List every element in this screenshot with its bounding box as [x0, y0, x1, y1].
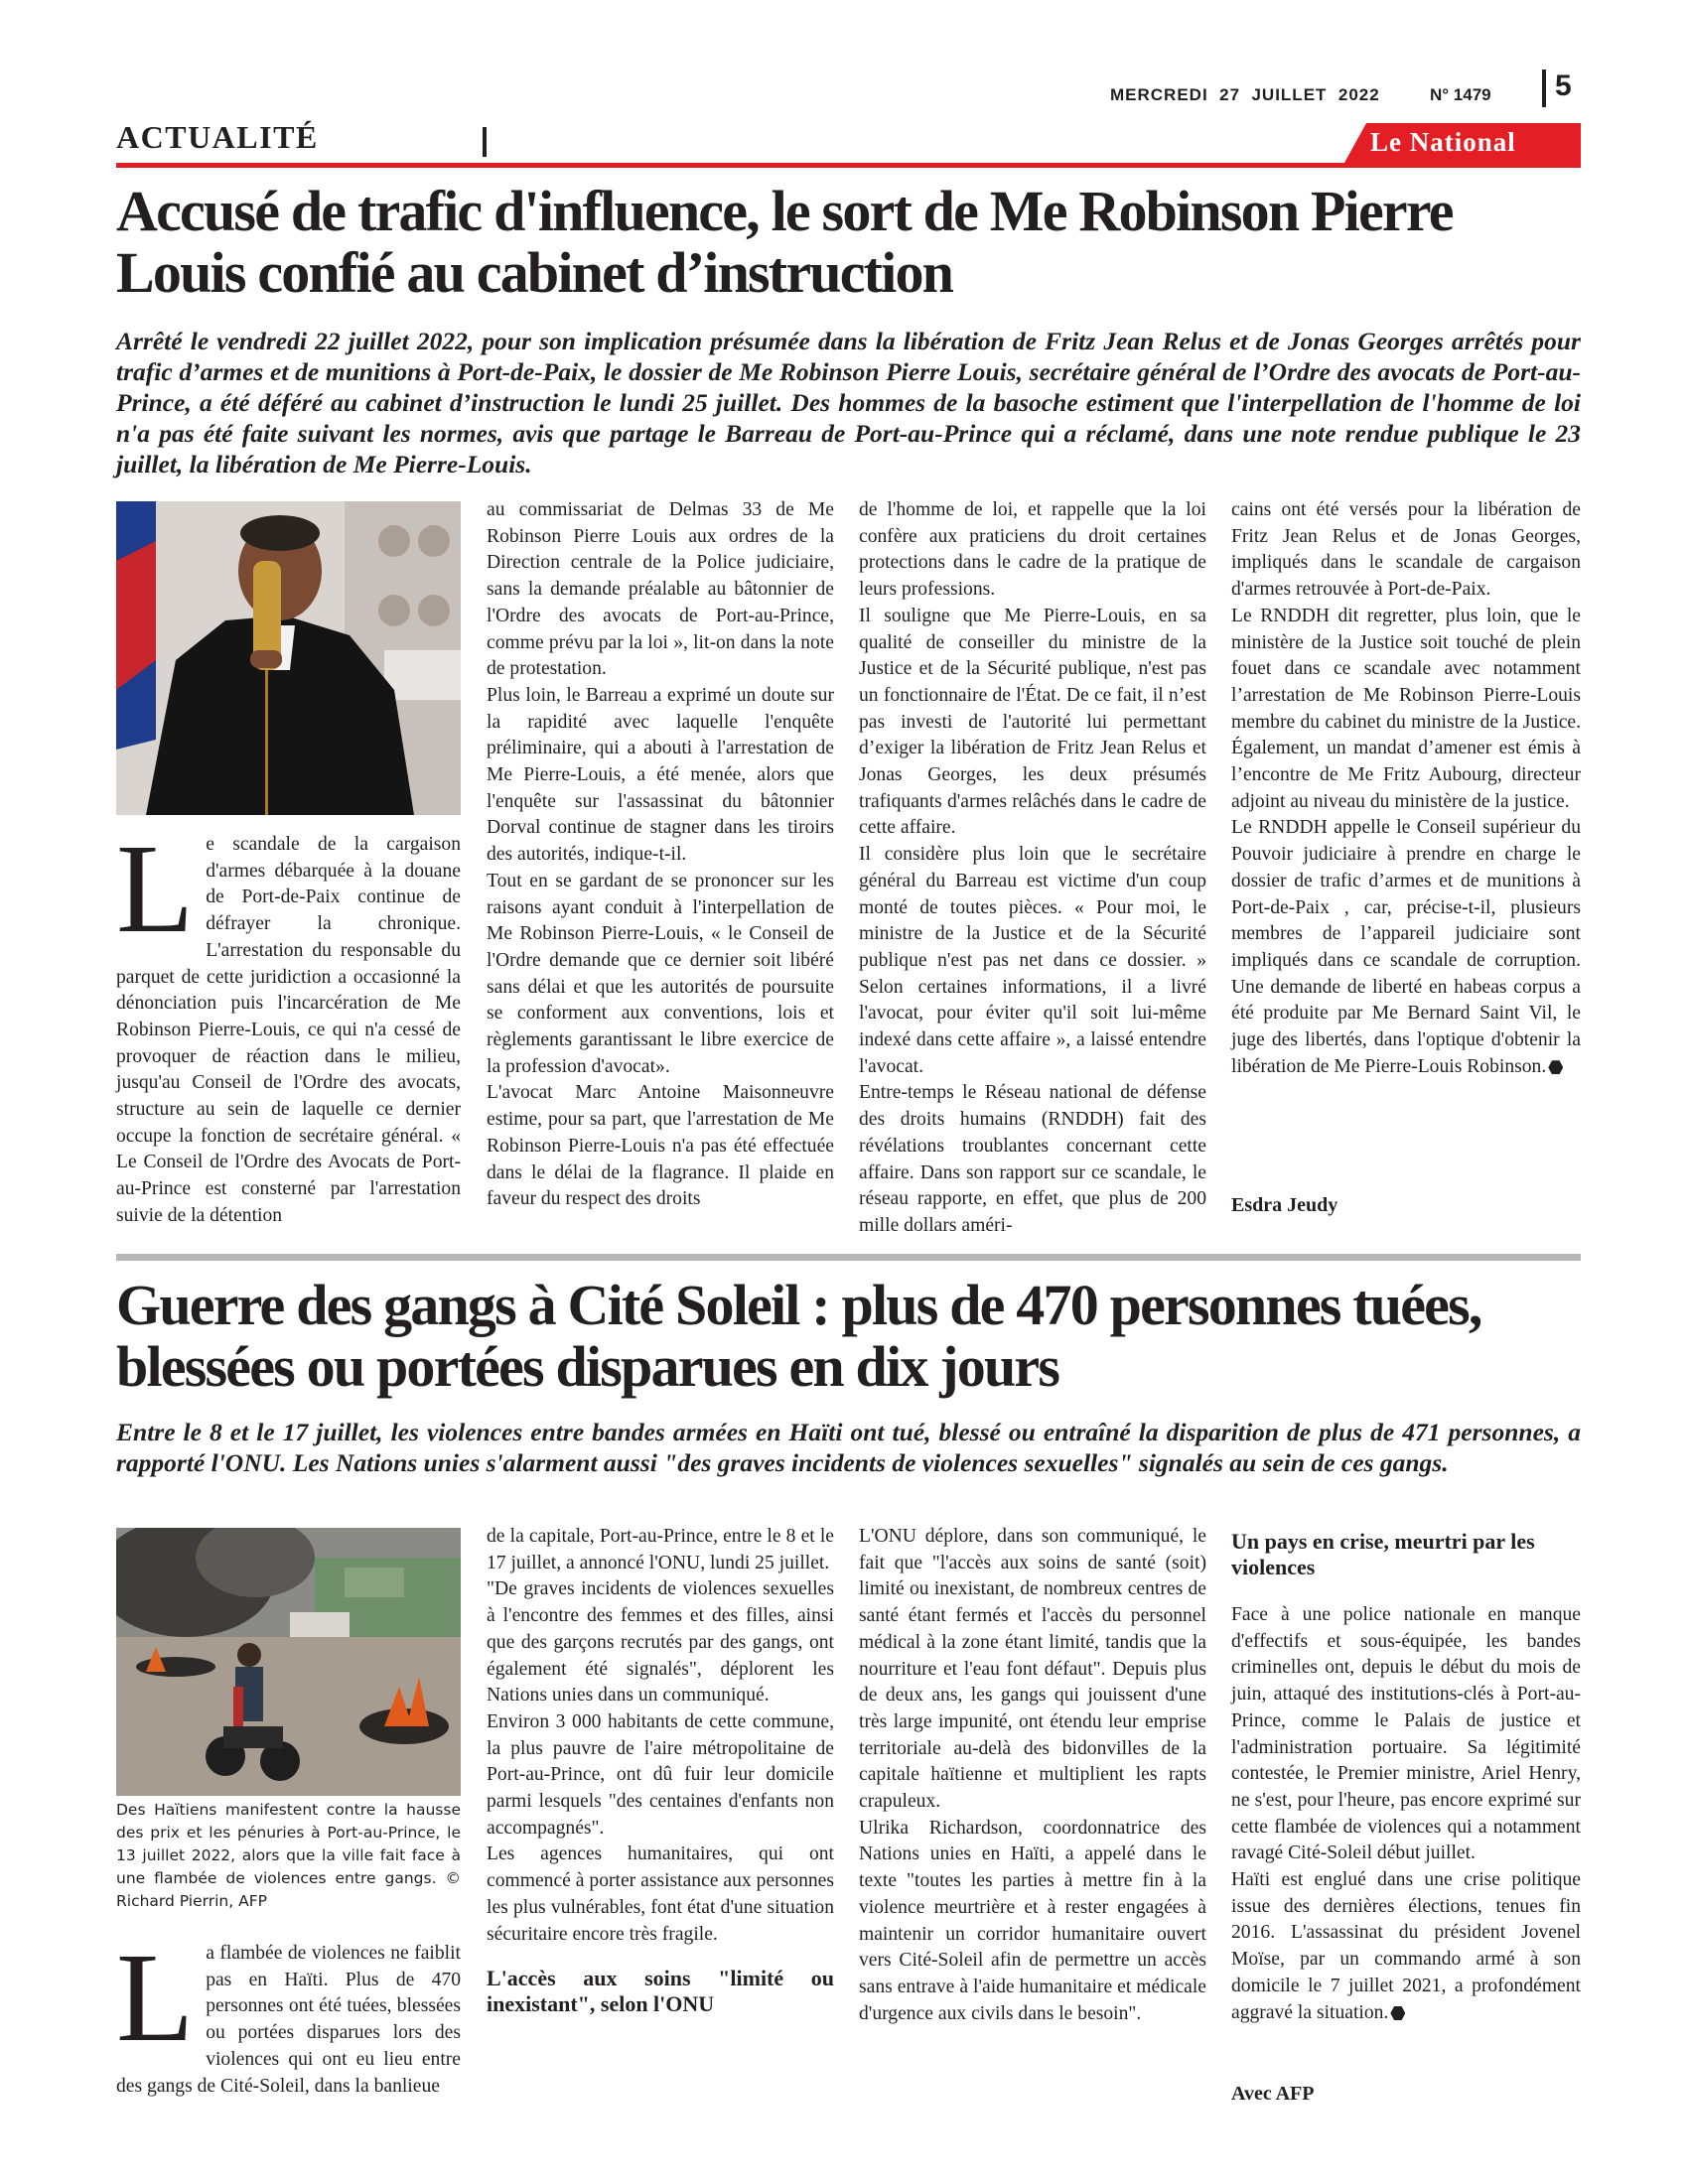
page-number-divider — [1542, 69, 1546, 107]
newspaper-logo: Le National — [1370, 127, 1516, 157]
paragraph: Le RNDDH dit regretter, plus loin, que le ministère de la Justice soit touché de plein fouet dans ce scandale avec notamment l’arrestation de Me Robinson Pierre-Louis membre du cabinet du ministre de la Justice. Également, un mandat d’amener est émis à l’encontre de Me Fritz Aubourg, directeur adjoint au niveau du ministère de la justice. — [1231, 605, 1581, 812]
article1-column-1 — [116, 818, 461, 1230]
article-separator — [116, 1254, 1581, 1261]
paragraph-text: Haïti est englué dans une crise politique issue des dernières élections, tenues fin 2016. L'assassinat du président Jovenel Moïse, par un commando armé à son domicile le 7 juillet 2021, a profondément aggravé la situation. — [1231, 1869, 1581, 2023]
paragraph: Entre-temps le Réseau national de défense des droits humains (RNDDH) fait des révélations troublantes concernant cette affaire. Dans son rapport sur ce scandale, le réseau rapporte, en effet, que plus de 200 mille dollars améri- — [859, 1082, 1206, 1236]
paragraph: Les agences humanitaires, qui ont commencé à porter assistance aux personnes les plus vulnérables, font état d'une situation sécuritaire encore très fragile. — [487, 1843, 834, 1945]
paragraph: "De graves incidents de violences sexuelles à l'encontre des femmes et des filles, ainsi que des garçons recrutés par des gangs, ont également été signalés", déplorent les Nations unies dans un communiqué. — [487, 1578, 834, 1706]
article1-column-4 — [1231, 497, 1581, 1080]
article2-column-2 — [487, 1524, 834, 2017]
paragraph: Il considère plus loin que le secrétaire général du Barreau est victime d'un coup monté de toutes pièces. « Pour moi, le ministre de la Justice et de la Sécurité publique n'est pas net dans ce dossier. » Selon certaines informations, il a livré l'avocat, pour éviter qu'il soit lui-même indexé dans cette affaire », a laissé entendre l'avocat. — [859, 844, 1206, 1077]
paragraph: L'avocat Marc Antoine Maisonneuvre estime, pour sa part, que l'arrestation de Me Robinson Pierre-Louis n'a pas été effectuée dans le délai de la flagrance. Il plaide en faveur du respect des droits — [487, 1082, 834, 1210]
lawyer-photo — [116, 501, 461, 815]
paragraph: de la capitale, Port-au-Prince, entre le 8 et le 17 juillet, a annoncé l'ONU, lundi 25 juillet. — [487, 1526, 834, 1573]
article2-subhead-access: L'accès aux soins "limité ou inexistant", selon l'ONU — [487, 1966, 834, 2017]
paragraph: L'ONU déplore, dans son communiqué, le fait que "l'accès aux soins de santé (soit) limité ou inexistant, de nombreux centres de santé étant fermés et l'accès du personnel médical à la zone étant limité, tandis que la nourriture et l'eau font défaut". Depuis plus de deux ans, les gangs qui jouissent d'une très large impunité, ont étendu leur emprise territoriale au-delà des bidonvilles de la capitale haïtienne et multiplient les rapts crapuleux. — [859, 1526, 1206, 1813]
paragraph: Il souligne que Me Pierre-Louis, en sa qualité de conseiller du ministre de la Justice et de la Sécurité publique, n'est pas un fonctionnaire de l'État. De ce fait, il n’est pas investi de l'autorité lui permettant d’exiger la libération de Fritz Jean Relus et Jonas Georges, les deux présumés trafiquants d'armes relâchés dans le cadre de cette affaire. — [859, 605, 1206, 839]
issue-number: N° 1479 — [1430, 85, 1491, 104]
article2-subhead-crisis: Un pays en crise, meurtri par les violences — [1231, 1529, 1535, 1579]
section-title: ACTUALITÉ — [116, 119, 319, 155]
end-of-article-icon — [1548, 1060, 1563, 1074]
article2-column-1-text: a flambée de violences ne faiblit pas en Haïti. Plus de 470 personnes ont été tuées, blessées ou portées disparues lors des violences qui ont eu lieu entre des gangs de Cité-Soleil, dans la banlieue — [116, 1943, 461, 2097]
paragraph: Tout en se gardant de se prononcer sur les raisons ayant conduit à l'interpellation de Me Robinson Pierre-Louis, « le Conseil de l'Ordre demande que ce dernier soit libéré sans délai et que les autorités de poursuite se conforment aux conventions, lois et règlements garantissant le libre exercice de la profession d'avocat». — [487, 870, 834, 1077]
street-protest-photo — [116, 1528, 461, 1796]
paragraph: de l'homme de loi, et rappelle que la loi confère aux praticiens du droit certaines protections dans le cadre de la pratique de leurs professions. — [859, 499, 1206, 601]
article2-author: Avec AFP — [1231, 2083, 1315, 2105]
article1-column-2 — [487, 497, 834, 1213]
end-of-article-icon — [1390, 2006, 1405, 2020]
article2-column-1 — [116, 1927, 461, 2100]
article1-dropcap: L — [116, 818, 195, 959]
paragraph: Environ 3 000 habitants de cette commune, la plus pauvre de l'aire métropolitaine de Port-au-Prince, ont dû fuir leur domicile parmi lesquels "des centaines d'enfants non accompagnés". — [487, 1710, 834, 1839]
paragraph: au commissariat de Delmas 33 de Me Robinson Pierre Louis aux ordres de la Direction centrale de la Police judiciaire, sans la demande préalable au bâtonnier de l'Ordre des avocats de Port-au-Prince, comme prévu par la loi », lit-on dans la note de protestation. — [487, 499, 834, 680]
paragraph — [1231, 1867, 1581, 2026]
article1-author: Esdra Jeudy — [1231, 1194, 1338, 1216]
issue-date: MERCREDI 27 JUILLET 2022 — [1110, 85, 1380, 104]
paragraph-text: Le RNDDH appelle le Conseil supérieur du Pouvoir judiciaire à prendre en charge le dossier de trafic d’armes et de munitions à Port-de-Paix , car, précise-t-il, plusieurs membres de l’appareil judiciaire sont impliqués dans ce scandale de corruption. Une demande de liberté en habeas corpus a été produite par Me Bernard Saint Vil, le juge des libertés, dans l'optique d'obtenir la libération de Me Pierre-Louis Robinson. — [1231, 817, 1581, 1077]
article2-column-3 — [859, 1524, 1206, 2027]
article1-headline: Accusé de trafic d'influence, le sort de Me Robinson Pierre Louis confié au cabinet d’instruction — [116, 179, 1453, 305]
article2-column-4 — [1231, 1529, 1581, 2026]
paragraph: Plus loin, le Barreau a exprimé un doute sur la rapidité avec laquelle l'enquête préliminaire, qui a abouti à l'arrestation de Me Pierre-Louis, a été menée, alors que l'enquête sur l'assassinat du bâtonnier Dorval continue de stagner dans les tiroirs des autorités, indique-t-il. — [487, 684, 834, 866]
paragraph: Face à une police nationale en manque d'effectifs et sous-équipée, les bandes criminelles ont, depuis le début du mois de juin, attaqué des institutions-clés à Port-au-Prince, comme le Palais de justice et l'administration portuaire. Sa légitimité contestée, le Premier ministre, Ariel Henry, ne s'est, pour l'heure, pas encore exprimé sur cette flambée de violences qui a notamment ravagé Cité-Soleil début juillet. — [1231, 1604, 1581, 1864]
article1-column-3 — [859, 497, 1206, 1240]
paragraph — [1231, 815, 1581, 1080]
paragraph: Ulrika Richardson, coordonnatrice des Nations unies en Haïti, a appelé dans le texte "toutes les parties à mettre fin à la violence meurtrière et à rester engagées à maintenir un corridor humanitaire ouvert vers Cité-Soleil afin de permettre un accès sans entrave à l'aide humanitaire et médicale d'urgence aux civils dans le besoin". — [859, 1817, 1206, 2024]
article1-column-1-text: e scandale de la cargaison d'armes débarquée à la douane de Port-de-Paix continue de défrayer la chronique. L'arrestation du responsable du parquet de cette juridiction a occasionné la dénonciation puis l'incarcération de Me Robinson Pierre-Louis, ce qui n'a cessé de provoquer de réaction dans le milieu, jusqu'au Conseil de l'Ordre des avocats, structure au sein de laquelle ce dernier occupe la fonction de secrétaire général. « Le Conseil de l'Ordre des Avocats de Port-au-Prince est consterné par l'arrestation suivie de la détention — [116, 834, 461, 1226]
photo-caption: Des Haïtiens manifestent contre la hausse des prix et les pénuries à Port-au-Prince, le 13 juillet 2022, alors que la ville fait face à une flambée de violences entre gangs. © Richard Pierrin, AFP — [116, 1801, 461, 1910]
paragraph: cains ont été versés pour la libération de Fritz Jean Relus et de Jonas Georges, impliqués dans le scandale de cargaison d'armes retrouvée à Port-de-Paix. — [1231, 499, 1581, 601]
article2-headline: Guerre des gangs à Cité Soleil : plus de 470 personnes tuées, blessées ou portées disparues en dix jours — [116, 1273, 1481, 1399]
article1-lead: Arrêté le vendredi 22 juillet 2022, pour son implication présumée dans la libération de Fritz Jean Relus et de Jonas Georges arrêtés pour trafic d’armes et de munitions à Port-de-Paix, le dossier de Me Robinson Pierre Louis, secrétaire général de l’Ordre des avocats de Port-au-Prince, a été déféré au cabinet d’instruction le lundi 25 juillet. Des hommes de la basoche estiment que l'interpellation de l'homme de loi n'a pas été faite suivant les normes, avis que partage le Barreau de Port-au-Prince qui a réclamé, dans une note rendue publique le 23 juillet, la libération de Me Pierre-Louis. — [116, 327, 1581, 478]
section-divider — [483, 127, 487, 157]
article2-lead: Entre le 8 et le 17 juillet, les violences entre bandes armées en Haïti ont tué, blessé ou entraîné la disparition de plus de 471 personnes, a rapporté l'ONU. Les Nations unies s'alarment aussi "des graves incidents de violences sexuelles" signalés au sein de ces gangs. — [116, 1418, 1581, 1477]
page-number: 5 — [1555, 69, 1572, 102]
article2-dropcap: L — [116, 1927, 195, 2068]
header-rule — [116, 163, 1581, 168]
